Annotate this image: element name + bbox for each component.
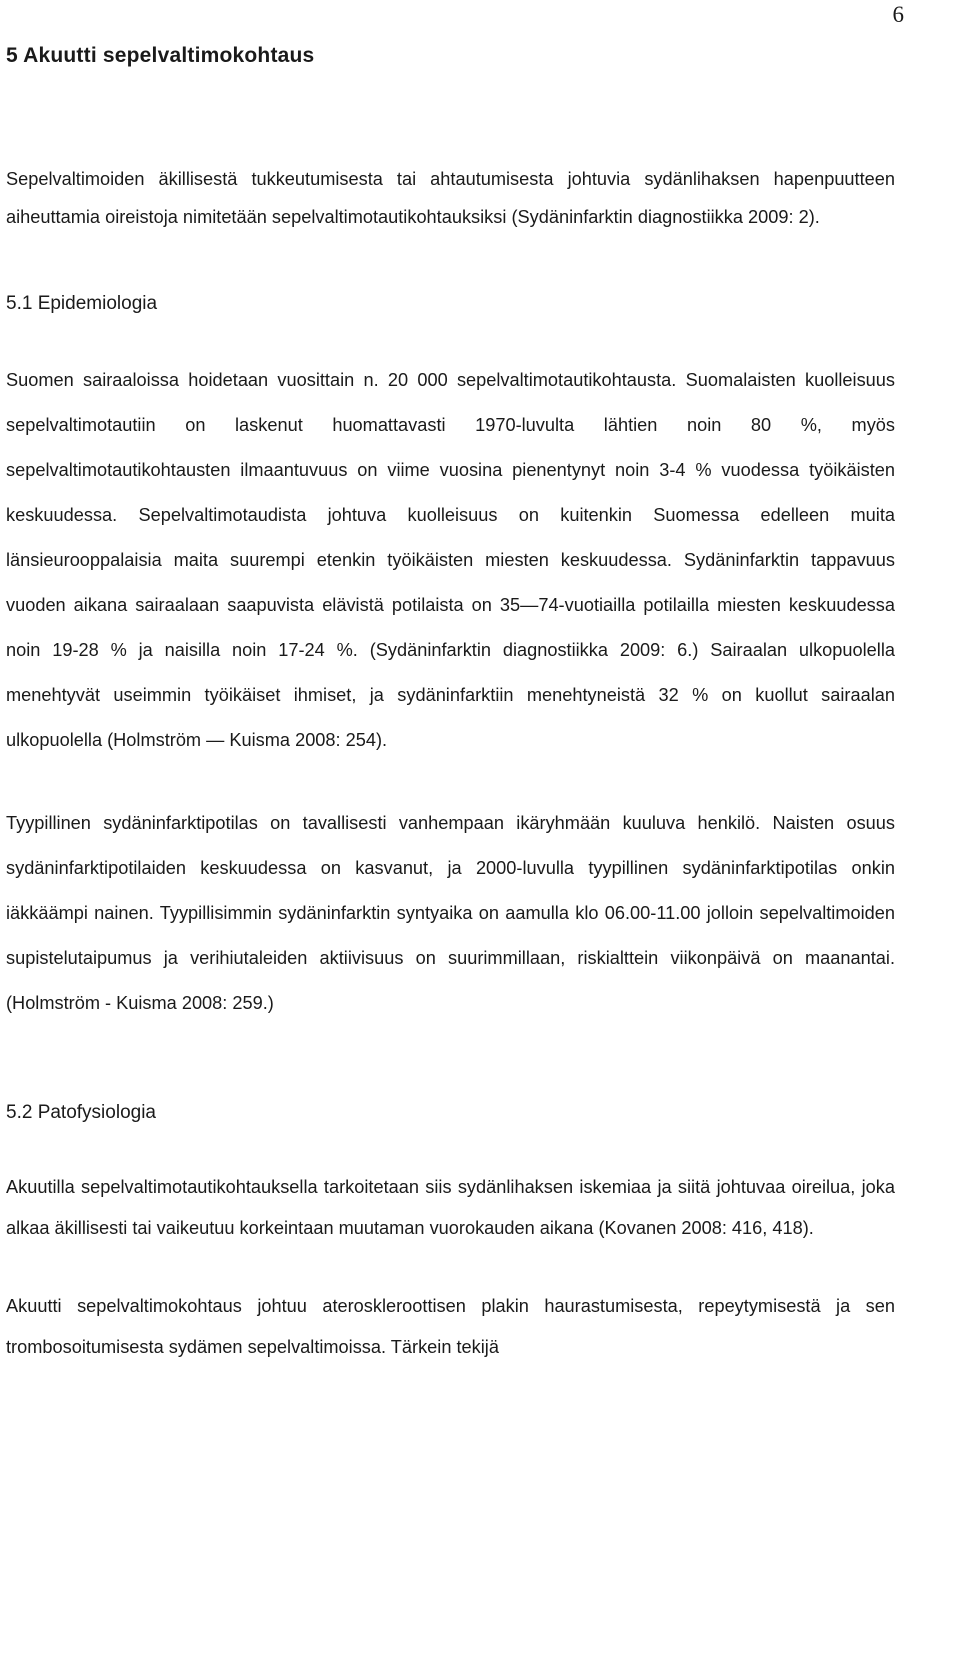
section-heading-pathophysiology: 5.2 Patofysiologia [6,1102,156,1123]
section-heading-epidemiology: 5.1 Epidemiologia [6,293,158,314]
epidemiology-paragraph-1: Suomen sairaaloissa hoidetaan vuosittain n. 20 000 sepelvaltimotautikohtausta. Suomalaisten kuolleisuus sepelvaltimotautiin on laskenut huomattavasti 1970-luvulta lähtien noin 80 %, myös sepelvaltimotautikohtausten ilmaantuvuus on viime vuosina pienentynyt noin 3-4 % vuodessa työikäisten keskuudessa. Sepelvaltimotaudista johtuva kuolleisuus on kuitenkin Suomessa edelleen muita länsieurooppalaisia maita suurempi etenkin työikäisten miesten keskuudessa. Sydäninfarktin tappavuus vuoden aikana sairaalaan saapuvista elävistä potilaista on 35—74-vuotiailla potilailla miesten keskuudessa noin 19-28 % ja naisilla noin 17-24 %. (Sydäninfarktin diagnostiikka 2009: 6.) Sairaalan ulkopuolella menehtyvät useimmin työikäiset ihmiset, ja sydäninfarktiin menehtyneistä 32 % on kuollut sairaalan ulkopuolella (Holmström — Kuisma 2008: 254). [6,370,895,750]
page-content [6,40,895,1368]
epidemiology-paragraph-2: Tyypillinen sydäninfarktipotilas on tavallisesti vanhempaan ikäryhmään kuuluva henkilö. Naisten osuus sydäninfarktipotilaiden keskuudessa on kasvanut, ja 2000-luvulla tyypillinen sydäninfarktipotilas onkin iäkkäämpi nainen. Tyypillisimmin sydäninfarktin syntyaika on aamulla klo 06.00-11.00 jolloin sepelvaltimoiden supistelutaipumus ja verihiutaleiden aktiivisuus on suurimmillaan, riskialttein viikonpäivä on maanantai. (Holmström - Kuisma 2008: 259.) [6,813,895,1013]
pathophysiology-paragraph-1: Akuutilla sepelvaltimotautikohtauksella tarkoitetaan siis sydänlihaksen iskemiaa ja siitä johtuvaa oireilua, joka alkaa äkillisesti tai vaikeutuu korkeintaan muutaman vuorokauden aikana (Kovanen 2008: 416, 418). [6,1177,895,1238]
pathophysiology-paragraph-2: Akuutti sepelvaltimokohtaus johtuu ateroskleroottisen plakin haurastumisesta, repeytymisestä ja sen trombosoitumisesta sydämen sepelvaltimoissa. Tärkein tekijä [6,1296,895,1357]
chapter-heading: 5 Akuutti sepelvaltimokohtaus [6,44,315,67]
intro-paragraph: Sepelvaltimoiden äkillisestä tukkeutumisesta tai ahtautumisesta johtuvia sydänlihaksen hapenpuutteen aiheuttamia oireistoja nimitetään sepelvaltimotautikohtauksiksi (Sydäninfarktin diagnostiikka 2009: 2). [6,169,895,227]
page-number: 6 [892,2,904,27]
